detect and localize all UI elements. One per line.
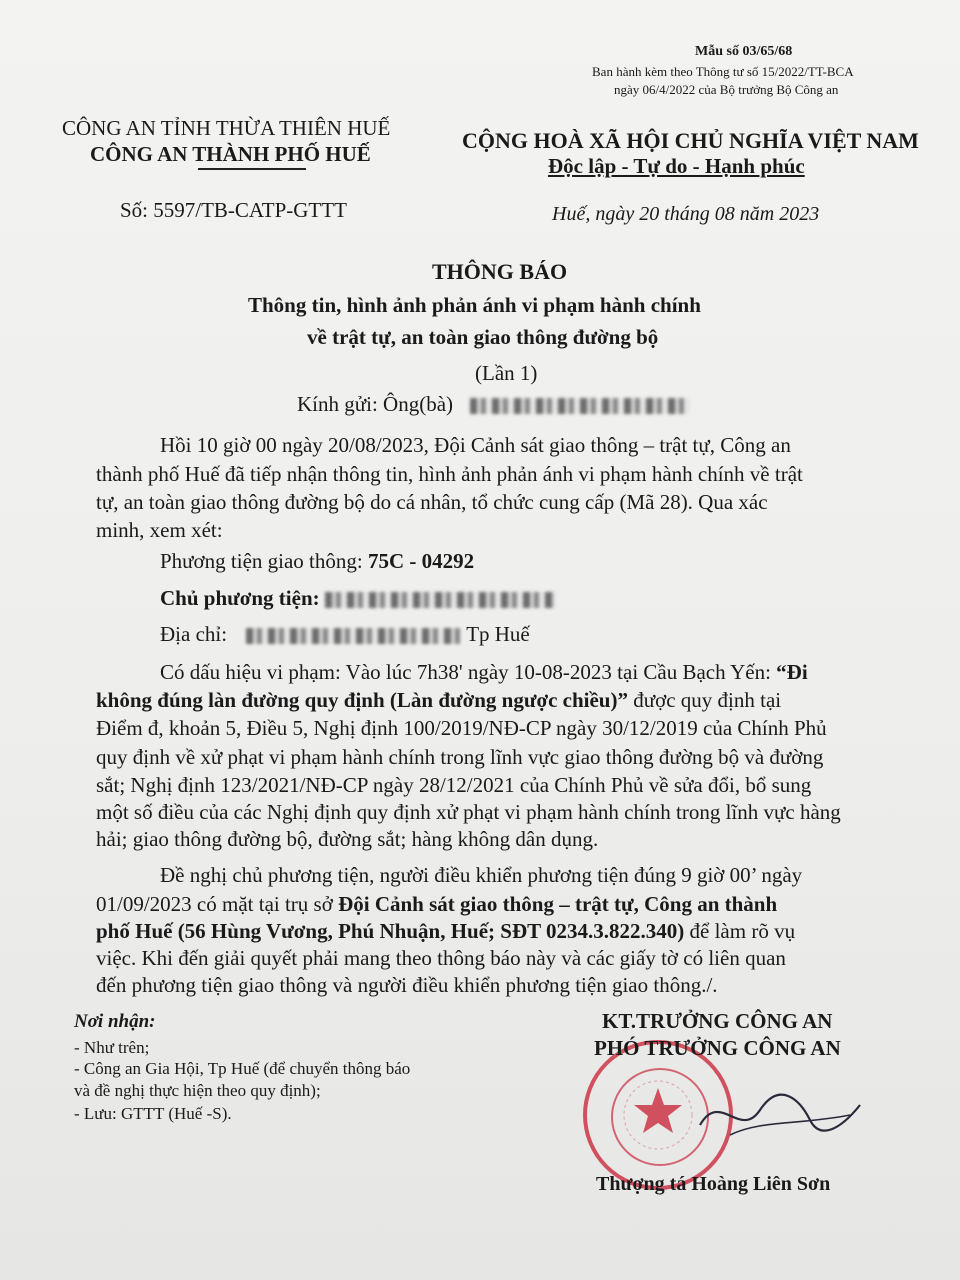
- address-city: Tp Huế: [466, 622, 530, 646]
- owner-line: [160, 586, 555, 611]
- violation-line7: hải; giao thông đường bộ, đường sắt; hàng không dân dụng.: [96, 827, 599, 851]
- vehicle-label: Phương tiện giao thông:: [160, 549, 368, 573]
- vehicle-plate: 75C - 04292: [367, 549, 475, 573]
- signature-line-2: PHÓ TRƯỞNG CÔNG AN: [594, 1036, 841, 1060]
- redacted-name: [470, 398, 690, 414]
- redacted-owner: [325, 592, 555, 608]
- violation-quote-end: không đúng làn đường quy định (Làn đường ngược chiều)”: [96, 688, 628, 712]
- violation-intro: Có dấu hiệu vi phạm: Vào lúc 7h38' ngày 10-08-2023 tại Cầu Bạch Yến:: [160, 660, 777, 684]
- request-line5: đến phương tiện giao thông và người điều khiển phương tiện giao thông./.: [96, 973, 718, 997]
- recipients-item-3: và đề nghị thực hiện theo quy định);: [74, 1081, 321, 1100]
- request-date: 01/09/2023 có mặt tại trụ sở: [96, 892, 339, 916]
- address-line: [160, 622, 530, 647]
- violation-line1: [160, 660, 808, 685]
- violation-line4: quy định về xử phạt vi phạm hành chính trong lĩnh vực giao thông đường bộ và đường: [96, 745, 824, 769]
- signature-line-1: KT.TRƯỞNG CÔNG AN: [602, 1009, 833, 1033]
- request-office: Đội Cảnh sát giao thông – trật tự, Công an thành: [338, 892, 778, 916]
- redacted-address: [246, 628, 461, 644]
- request-line4: việc. Khi đến giải quyết phải mang theo thông báo này và các giấy tờ có liên quan: [96, 946, 786, 970]
- recipients-item-2: - Công an Gia Hội, Tp Huế (để chuyển thông báo: [74, 1059, 411, 1078]
- document-title: THÔNG BÁO: [432, 259, 568, 284]
- owner-label: Chủ phương tiện:: [160, 586, 325, 610]
- para1-line4: minh, xem xét:: [96, 518, 223, 542]
- recipients-item-1: - Như trên;: [74, 1038, 150, 1057]
- violation-quote-start: “Đi: [776, 660, 808, 684]
- recipients-heading: Nơi nhận:: [74, 1011, 156, 1032]
- violation-line6: một số điều của các Nghị định quy định xử phạt vi phạm hành chính trong lĩnh vực hàng: [96, 800, 841, 824]
- signer-name: Thượng tá Hoàng Liên Sơn: [596, 1173, 831, 1195]
- recipient-label: Kính gửi: Ông(bà): [297, 392, 454, 416]
- address-label: Địa chỉ:: [160, 622, 233, 646]
- reference-number: Số: 5597/TB-CATP-GTTT: [120, 198, 347, 222]
- form-number: Mẫu số 03/65/68: [695, 44, 793, 59]
- recipients-item-4: - Lưu: GTTT (Huế -S).: [74, 1104, 232, 1123]
- request-purpose: để làm rõ vụ: [684, 919, 796, 943]
- date-line: Huế, ngày 20 tháng 08 năm 2023: [552, 203, 820, 225]
- document-subtitle-2: về trật tự, an toàn giao thông đường bộ: [307, 325, 659, 349]
- request-line1: Đề nghị chủ phương tiện, người điều khiển phương tiện đúng 9 giờ 00’ ngày: [160, 863, 803, 887]
- notice-round: (Lần 1): [475, 361, 538, 385]
- request-line2: [96, 892, 777, 917]
- violation-line5: sắt; Nghị định 123/2021/NĐ-CP ngày 28/12/2021 của Chính Phủ về sửa đổi, bổ sung: [96, 773, 812, 797]
- violation-line2: [96, 688, 781, 713]
- violation-ref-intro: được quy định tại: [627, 688, 782, 712]
- handwritten-signature-icon: [690, 1080, 870, 1150]
- recipient-line: [297, 392, 690, 417]
- country-name: CỘNG HOÀ XÃ HỘI CHỦ NGHĨA VIỆT NAM: [462, 128, 919, 153]
- document-subtitle-1: Thông tin, hình ảnh phản ánh vi phạm hành chính: [248, 293, 701, 317]
- violation-line3: Điểm đ, khoản 5, Điều 5, Nghị định 100/2019/NĐ-CP ngày 30/12/2019 của Chính Phủ: [96, 716, 827, 740]
- request-address: phố Huế (56 Hùng Vương, Phú Nhuận, Huế; SĐT 0234.3.822.340): [96, 919, 685, 943]
- national-motto: Độc lập - Tự do - Hạnh phúc: [548, 154, 805, 178]
- para1-line2: thành phố Huế đã tiếp nhận thông tin, hình ảnh phản ánh vi phạm hành chính về trật: [96, 462, 803, 486]
- agency-parent: CÔNG AN TỈNH THỪA THIÊN HUẾ: [62, 116, 391, 140]
- request-line3: [96, 919, 795, 944]
- agency-unit: CÔNG AN THÀNH PHỐ HUẾ: [90, 142, 371, 166]
- form-issued-date: ngày 06/4/2022 của Bộ trưởng Bộ Công an: [614, 82, 839, 97]
- para1-line3: tự, an toàn giao thông đường bộ do cá nhân, tổ chức cung cấp (Mã 28). Qua xác: [96, 490, 768, 514]
- agency-underline: [198, 168, 306, 170]
- vehicle-line: [160, 549, 474, 574]
- para1-line1: Hồi 10 giờ 00 ngày 20/08/2023, Đội Cảnh sát giao thông – trật tự, Công an: [160, 433, 791, 457]
- form-issued-with: Ban hành kèm theo Thông tư số 15/2022/TT-BCA: [592, 64, 854, 79]
